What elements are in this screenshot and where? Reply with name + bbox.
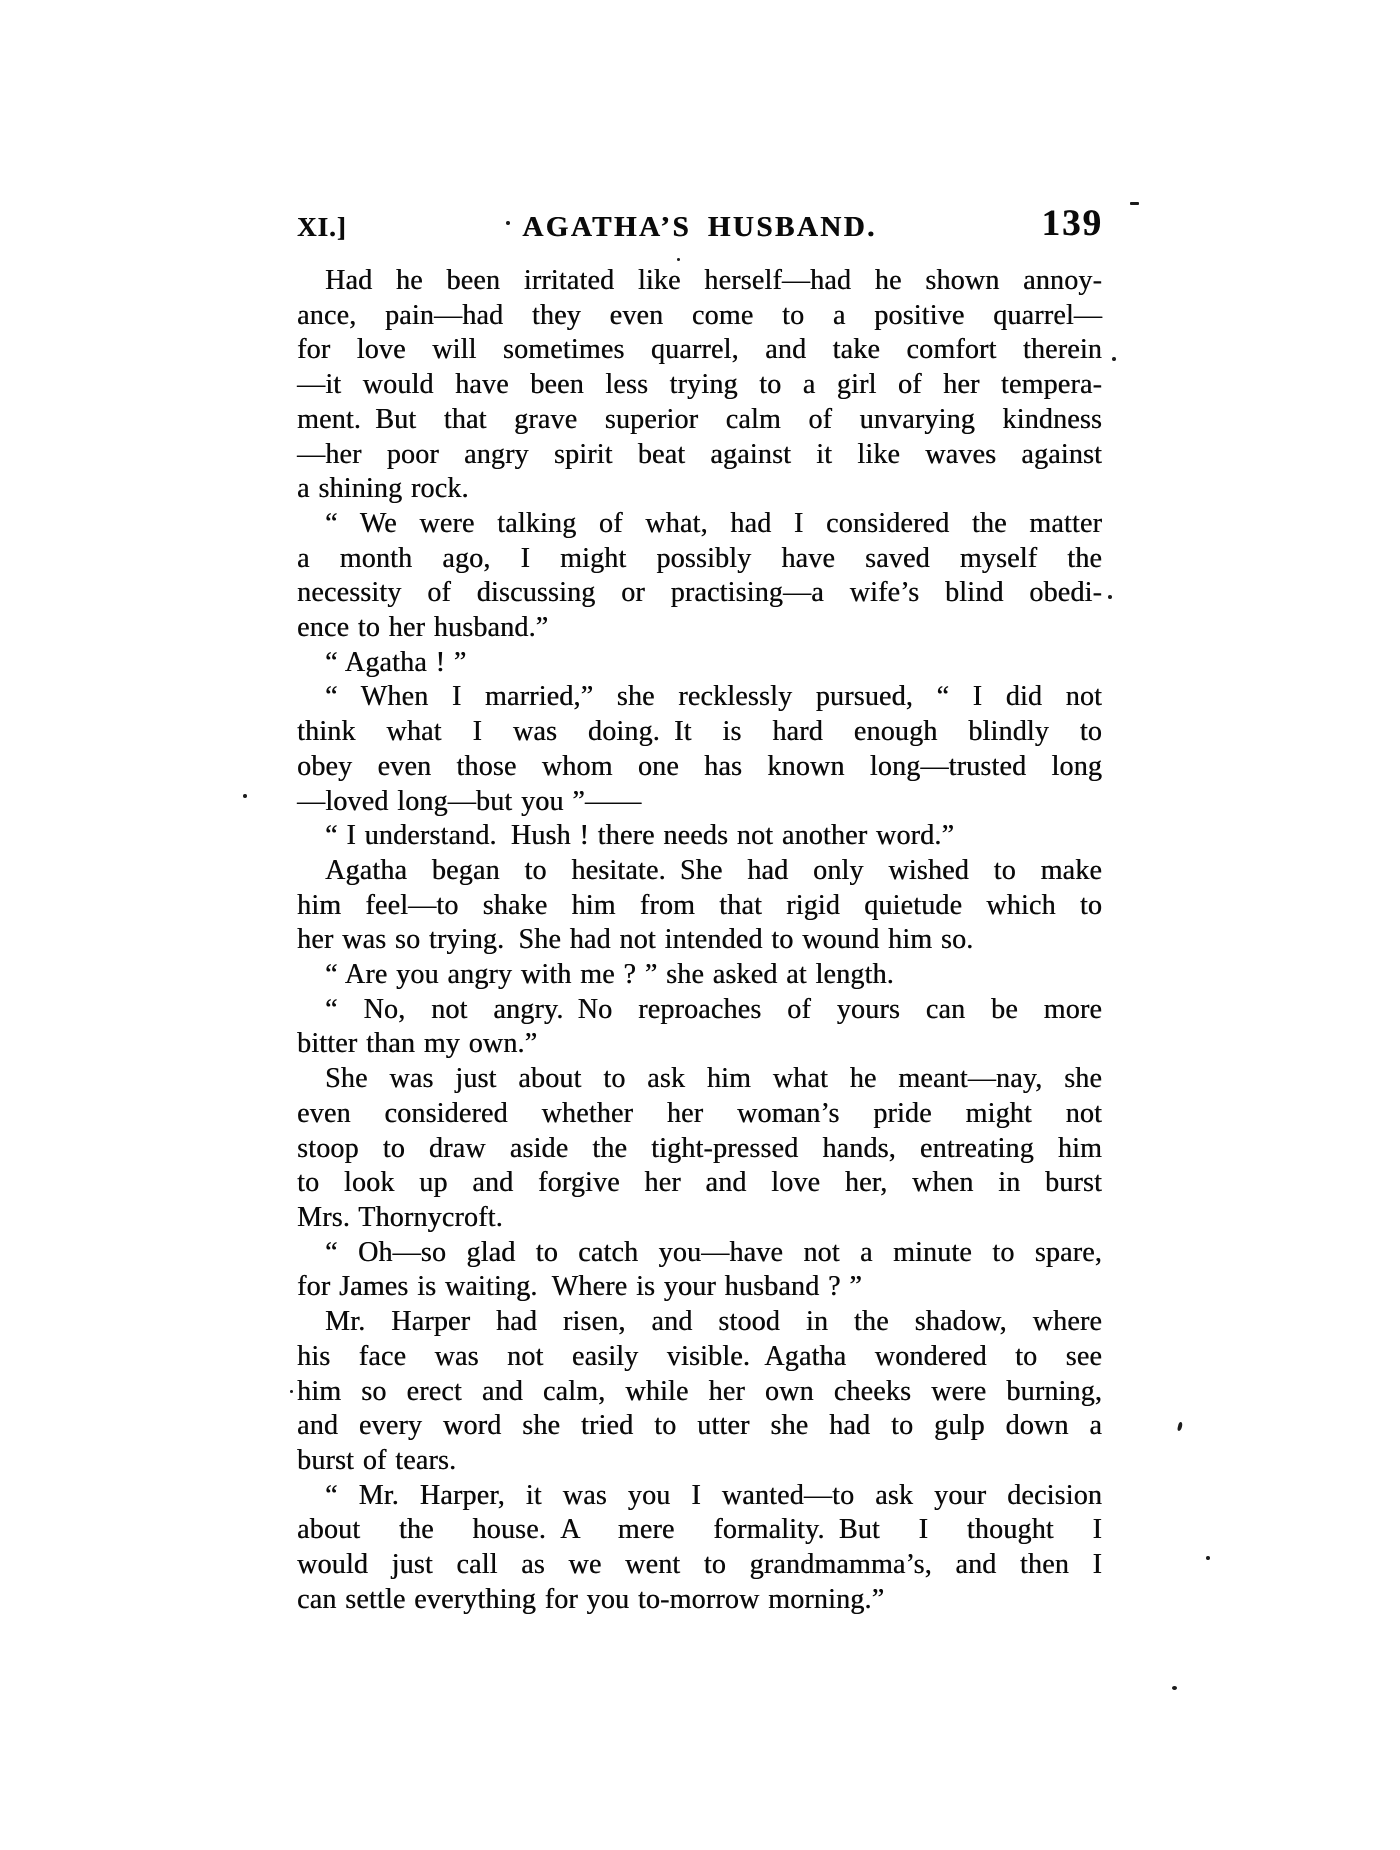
scan-speck: [1206, 1556, 1210, 1560]
text-line: can settle everything for you to-morrow morning.”: [297, 1583, 885, 1615]
text-line: —loved long—but you ”——: [297, 785, 642, 817]
paragraph: [297, 1305, 1102, 1479]
chapter-label: XI.]: [297, 212, 347, 242]
text-line: “ Mr. Harper, it was you I wanted—to ask your decision: [325, 1479, 1102, 1511]
scan-speck: [290, 1390, 293, 1393]
text-line: “ No, not angry. No reproaches of yours can be more: [325, 993, 1102, 1025]
text-line: him feel—to shake him from that rigid quietude which to: [297, 889, 1102, 921]
text-line: —it would have been less trying to a girl of her tempera-: [297, 369, 1102, 401]
text-line: a month ago, I might possibly have saved myself the: [297, 542, 1102, 574]
text-line: bitter than my own.”: [297, 1028, 538, 1060]
text-line: Had he been irritated like herself—had he shown annoy-: [325, 265, 1102, 296]
text-line: “ When I married,” she recklessly pursued, “ I did not: [325, 681, 1102, 713]
text-line: necessity of discussing or practising—a wife’s blind obedi-: [297, 577, 1102, 609]
text-line: “ Are you angry with me ? ” she asked at length.: [325, 959, 894, 991]
text-line: her was so trying. She had not intended to wound him so.: [297, 924, 974, 956]
page-body: [297, 264, 1102, 1617]
scan-speck: [1108, 595, 1112, 599]
paragraph: [297, 1479, 1102, 1618]
scan-speck: [677, 258, 680, 261]
text-line: ance, pain—had they even come to a positive quarrel—: [297, 299, 1102, 331]
scan-speck: [1130, 202, 1139, 205]
text-line: “ Oh—so glad to catch you—have not a minute to spare,: [325, 1236, 1102, 1268]
text-line: would just call as we went to grandmamma’s, and then I: [297, 1549, 1102, 1581]
text-line: ence to her husband.”: [297, 612, 549, 644]
scan-speck: [1172, 1686, 1177, 1690]
paragraph: [297, 264, 1102, 507]
paragraph: [297, 1062, 1102, 1236]
text-line: She was just about to ask him what he meant—nay, she: [325, 1063, 1102, 1095]
text-line: about the house. A mere formality. But I thought I: [297, 1514, 1102, 1546]
text-line: obey even those whom one has known long—trusted long: [297, 750, 1102, 782]
text-line: a shining rock.: [297, 473, 469, 505]
text-line: Agatha began to hesitate. She had only wished to make: [325, 854, 1102, 886]
text-line: his face was not easily visible. Agatha wondered to see: [297, 1340, 1102, 1372]
text-line: burst of tears.: [297, 1444, 457, 1476]
text-line: and every word she tried to utter she had to gulp down a: [297, 1410, 1102, 1442]
text-line: “ I understand. Hush ! there needs not another word.”: [325, 820, 955, 852]
text-line: for love will sometimes quarrel, and take comfort therein: [297, 334, 1102, 366]
paragraph: [297, 1236, 1102, 1305]
page-number: 139: [1041, 203, 1103, 244]
text-line: Mr. Harper had risen, and stood in the shadow, where: [325, 1306, 1102, 1338]
text-line: him so erect and calm, while her own cheeks were burning,: [297, 1375, 1102, 1407]
text-line: ment. But that grave superior calm of unvarying kindness: [297, 403, 1102, 435]
paragraph: [297, 993, 1102, 1062]
paragraph: [297, 958, 1102, 993]
text-line: stoop to draw aside the tight-pressed hands, entreating him: [297, 1132, 1102, 1164]
text-line: even considered whether her woman’s pride might not: [297, 1097, 1102, 1129]
scan-speck: [243, 794, 247, 798]
running-title: AGATHA’S HUSBAND.: [522, 211, 877, 243]
paragraph: [297, 507, 1102, 646]
paragraph: [297, 819, 1102, 854]
paragraph: [297, 854, 1102, 958]
text-line: Mrs. Thornycroft.: [297, 1201, 503, 1233]
scan-speck: [506, 221, 510, 225]
scan-speck: [1177, 1422, 1183, 1432]
text-line: to look up and forgive her and love her, when in burst: [297, 1167, 1102, 1199]
text-line: think what I was doing. It is hard enough blindly to: [297, 716, 1102, 748]
text-line: for James is waiting. Where is your husband ? ”: [297, 1271, 862, 1303]
scan-speck: [1112, 357, 1116, 361]
paragraph: [297, 680, 1102, 819]
text-line: “ Agatha ! ”: [325, 646, 467, 678]
paragraph: [297, 646, 1102, 681]
text-line: “ We were talking of what, had I considered the matter: [325, 507, 1102, 539]
text-line: —her poor angry spirit beat against it like waves against: [297, 438, 1102, 470]
